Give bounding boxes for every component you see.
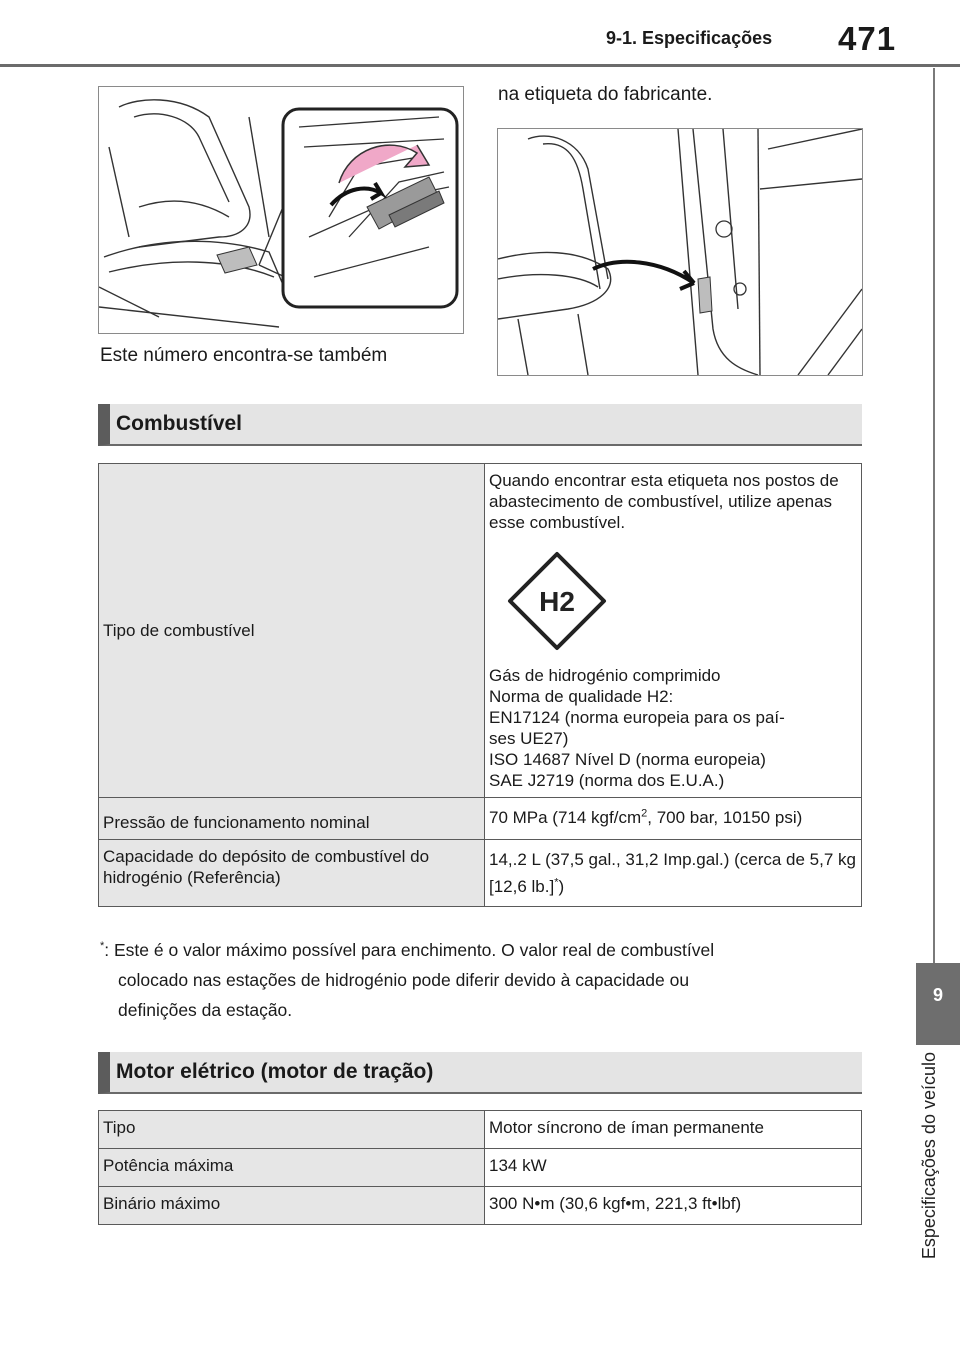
pressure-value-rest: , 700 bar, 10150 psi) — [647, 808, 803, 827]
side-tab-line — [933, 68, 935, 963]
motor-section-heading — [98, 1052, 862, 1094]
pressure-label: Pressão de funcionamento nominal — [99, 798, 485, 840]
table-row — [99, 464, 862, 798]
seat-floor-label-illustration — [98, 86, 464, 334]
section-title: 9-1. Especificações — [606, 28, 773, 48]
table-row — [99, 1149, 862, 1187]
fuel-type-intro: Quando encontrar esta etiqueta nos postos de abastecimento de combustível, utilize apenas esse combustível. — [489, 471, 839, 532]
footnote-line — [100, 935, 840, 965]
fuel-detail-line: ses UE27) — [489, 729, 569, 748]
footnote-marker: * — [100, 940, 105, 953]
fuel-spec-table — [98, 463, 862, 907]
table-row — [99, 1187, 862, 1225]
chapter-number: 9 — [932, 985, 943, 1005]
max-power-value: 134 kW — [485, 1149, 862, 1187]
figure-caption-right: na etiqueta do fabricante. — [498, 84, 713, 105]
fuel-section-title: Combustível — [116, 412, 243, 435]
fuel-type-label: Tipo de combustível — [99, 464, 485, 798]
door-pillar-label-icon — [498, 129, 862, 375]
capacity-value-main: 14,.2 L (37,5 gal., 31,2 Imp.gal.) (cerca de 5,7 kg [12,6 lb.] — [489, 850, 856, 896]
capacity-value-rest: ) — [558, 877, 565, 896]
motor-type-label: Tipo — [99, 1111, 485, 1149]
fuel-section-heading — [98, 404, 862, 446]
pressure-value-main: 70 MPa (714 kgf/cm — [489, 808, 642, 827]
h2-sign-text: H2 — [539, 586, 575, 617]
fuel-detail-line: SAE J2719 (norma dos E.U.A.) — [489, 771, 725, 790]
fuel-detail-line: Norma de qualidade H2: — [489, 687, 674, 706]
table-row — [99, 798, 862, 840]
max-torque-value: 300 N•m (30,6 kgf•m, 221,3 ft•lbf) — [485, 1187, 862, 1225]
table-row — [99, 840, 862, 907]
pressure-value — [485, 798, 862, 840]
footnote-text-2: colocado nas estações de hidrogénio pode diferir devido à capacidade ou — [118, 970, 690, 990]
footnote-text-1: : Este é o valor máximo possível para enchimento. O valor real de combustível — [104, 940, 715, 960]
fuel-footnote — [100, 935, 840, 1025]
fuel-detail-line: ISO 14687 Nível D (norma europeia) — [489, 750, 766, 769]
page-number: 471 — [838, 20, 897, 57]
chapter-title: Especificações do veículo — [918, 1052, 939, 1260]
door-pillar-label-illustration — [497, 128, 863, 376]
capacity-label: Capacidade do depósito de combustível do hidrogénio (Referência) — [99, 840, 485, 907]
fuel-detail-line: EN17124 (norma europeia para os paí- — [489, 708, 785, 727]
max-torque-label: Binário máximo — [99, 1187, 485, 1225]
figure-caption-left: Este número encontra-se também — [100, 345, 388, 366]
capacity-value — [485, 840, 862, 907]
table-row — [99, 1111, 862, 1149]
pressure-value-sup: 2 — [641, 807, 648, 820]
chapter-title-vertical — [898, 1052, 960, 1312]
h2-fuel-sign — [507, 551, 607, 651]
header-rule — [0, 64, 960, 67]
capacity-value-sup: * — [554, 876, 559, 889]
seat-floor-label-icon — [99, 87, 463, 333]
footnote-text-3: definições da estação. — [118, 1000, 293, 1020]
motor-section-title: Motor elétrico (motor de tração) — [116, 1060, 434, 1083]
fuel-detail-line: Gás de hidrogénio comprimido — [489, 666, 721, 685]
motor-spec-table — [98, 1110, 862, 1225]
fuel-type-value — [485, 464, 862, 798]
motor-type-value: Motor síncrono de íman permanente — [485, 1111, 862, 1149]
max-power-label: Potência máxima — [99, 1149, 485, 1187]
